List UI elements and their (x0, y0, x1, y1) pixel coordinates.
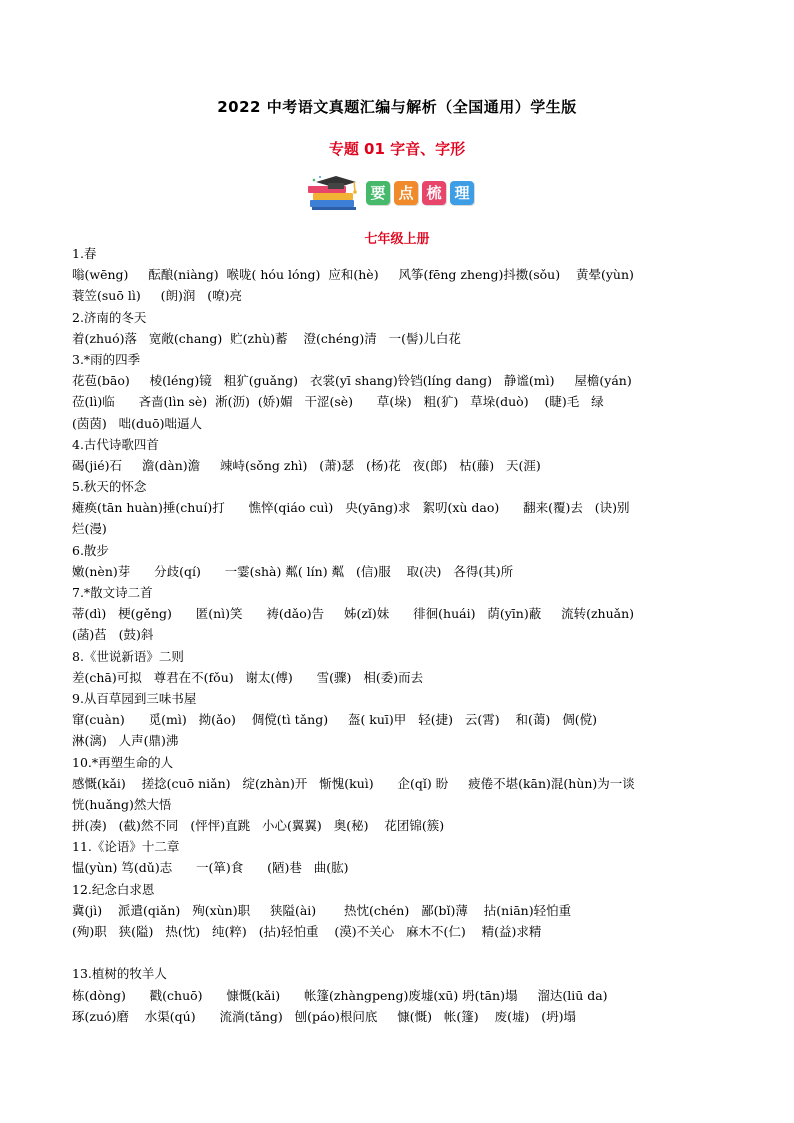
text-line: 5.秋天的怀念 (72, 479, 147, 495)
text-line: 淋(漓) 人声(鼎)沸 (72, 733, 179, 749)
text-line: 4.古代诗歌四首 (72, 436, 159, 452)
text-line: 9.从百草园到三味书屋 (72, 690, 197, 706)
text-line: 冀(jì) 派遣(qiǎn) 殉(xùn)职 狭隘(ài) 热忱(chén) 鄙(bǐ)薄 拈(niān)轻怕重 (72, 902, 572, 918)
text-line: 愠(yùn) 笃(dǔ)志 一(箪)食 (陋)巷 曲(肱) (72, 860, 349, 876)
section-heading: 七年级上册 (364, 232, 430, 247)
text-line: 碣(jié)石 澹(dàn)澹 竦峙(sǒng zhì) (萧)瑟 (杨)花 夜(郎) 枯(藤) 天(涯) (72, 457, 541, 473)
document-title: 2022 中考语文真题汇编与解析（全国通用）学生版 (217, 98, 577, 116)
text-line: 窜(cuàn) 觅(mì) 拗(ǎo) 倜傥(tì tǎng) 盔( kuī)甲 轻(捷) 云(霄) 和(蔼) 倜(傥) (72, 712, 597, 728)
text-line: 差(chā)可拟 尊君在不(fǒu) 谢太(傅) 雪(骤) 相(委)而去 (72, 669, 424, 685)
text-line: 蓑笠(suō lì) (朗)润 (嘹)亮 (72, 288, 243, 304)
tile-1: 点 (394, 181, 418, 205)
text-line: (菡)萏 (鼓)斜 (72, 627, 154, 643)
text-line: 3.*雨的四季 (72, 351, 141, 367)
text-line: 1.春 (72, 246, 97, 261)
text-line: 8.《世说新语》二则 (72, 648, 184, 664)
text-line: 栋(dòng) 戳(chuō) 慷慨(kǎi) 帐篷(zhàngpeng)废墟(xū) 坍(tān)塌 溜达(liū da) (72, 987, 608, 1003)
tile-3: 理 (450, 181, 474, 205)
text-line: 2.济南的冬天 (72, 309, 147, 325)
text-line: 瘫痪(tān huàn)捶(chuí)打 憔悴(qiáo cuì) 央(yāng)求 絮叨(xù dao) 翻来(覆)去 (诀)别 (72, 500, 630, 516)
text-line: 10.*再塑生命的人 (72, 754, 174, 770)
tile-0: 要 (366, 181, 390, 205)
text-line: 蒂(dì) 梗(gěng) 匿(nì)笑 祷(dǎo)告 姊(zǐ)妹 徘徊(huái) 荫(yīn)蔽 流转(zhuǎn) (72, 606, 635, 622)
document-subtitle: 专题 01 字音、字形 (328, 140, 466, 158)
key-points-banner (306, 174, 488, 212)
text-line: 6.散步 (72, 542, 109, 558)
document-body (72, 243, 732, 1027)
books-graduation-cap-icon (306, 174, 364, 212)
text-line: 恍(huǎng)然大悟 (72, 796, 172, 812)
text-line: 烂(漫) (72, 521, 107, 537)
text-line: 13.植树的牧羊人 (72, 966, 167, 982)
text-line: 着(zhuó)落 宽敞(chang) 贮(zhù)蓄 澄(chéng)清 一(髻)儿白花 (72, 330, 461, 346)
text-line: 嫩(nèn)芽 分歧(qí) 一霎(shà) 粼( lín) 粼 (信)服 取(决) 各得(其)所 (72, 563, 514, 579)
text-line: 嗡(wēng) 酝酿(niàng) 喉咙( hóu lóng) 应和(hè) 风筝(fēng zheng)抖擞(sǒu) 黄晕(yùn) (72, 267, 634, 283)
text-line: 花苞(bāo) 棱(léng)镜 粗犷(guǎng) 衣裳(yī shang)铃铛(líng dang) 静谧(mì) 屋檐(yán) (72, 373, 632, 389)
text-line: 琢(zuó)磨 水渠(qú) 流淌(tǎng) 刨(páo)根问底 慷(慨) 帐(篷) 废(墟) (坍)塌 (72, 1008, 577, 1024)
text-line: 12.纪念白求恩 (72, 881, 155, 897)
text-line: (茵茵) 咄(duō)咄逼人 (72, 415, 203, 431)
text-line: 7.*散文诗二首 (72, 585, 153, 600)
text-line: (殉)职 狭(隘) 热(忱) 纯(粹) (拈)轻怕重 (漠)不关心 麻木不(仁) 精(益)求精 (72, 924, 542, 939)
key-points-tiles (366, 181, 474, 205)
text-line: 感慨(kǎi) 搓捻(cuō niǎn) 绽(zhàn)开 惭愧(kuì) 企(qǐ) 盼 疲倦不堪(kān)混(hùn)为一谈 (72, 775, 635, 791)
text-line (72, 942, 732, 963)
tile-2: 梳 (422, 181, 446, 205)
text-line: 莅(lì)临 吝啬(lìn sè) 淅(沥) (娇)媚 干涩(sè) 草(垛) 粗(犷) 草垛(duò) (睫)毛 绿 (72, 394, 604, 410)
text-line: 拼(凑) (截)然不同 (怦怦)直跳 小心(翼翼) 奥(秘) 花团锦(簇) (72, 818, 445, 834)
text-line: 11.《论语》十二章 (72, 839, 180, 855)
